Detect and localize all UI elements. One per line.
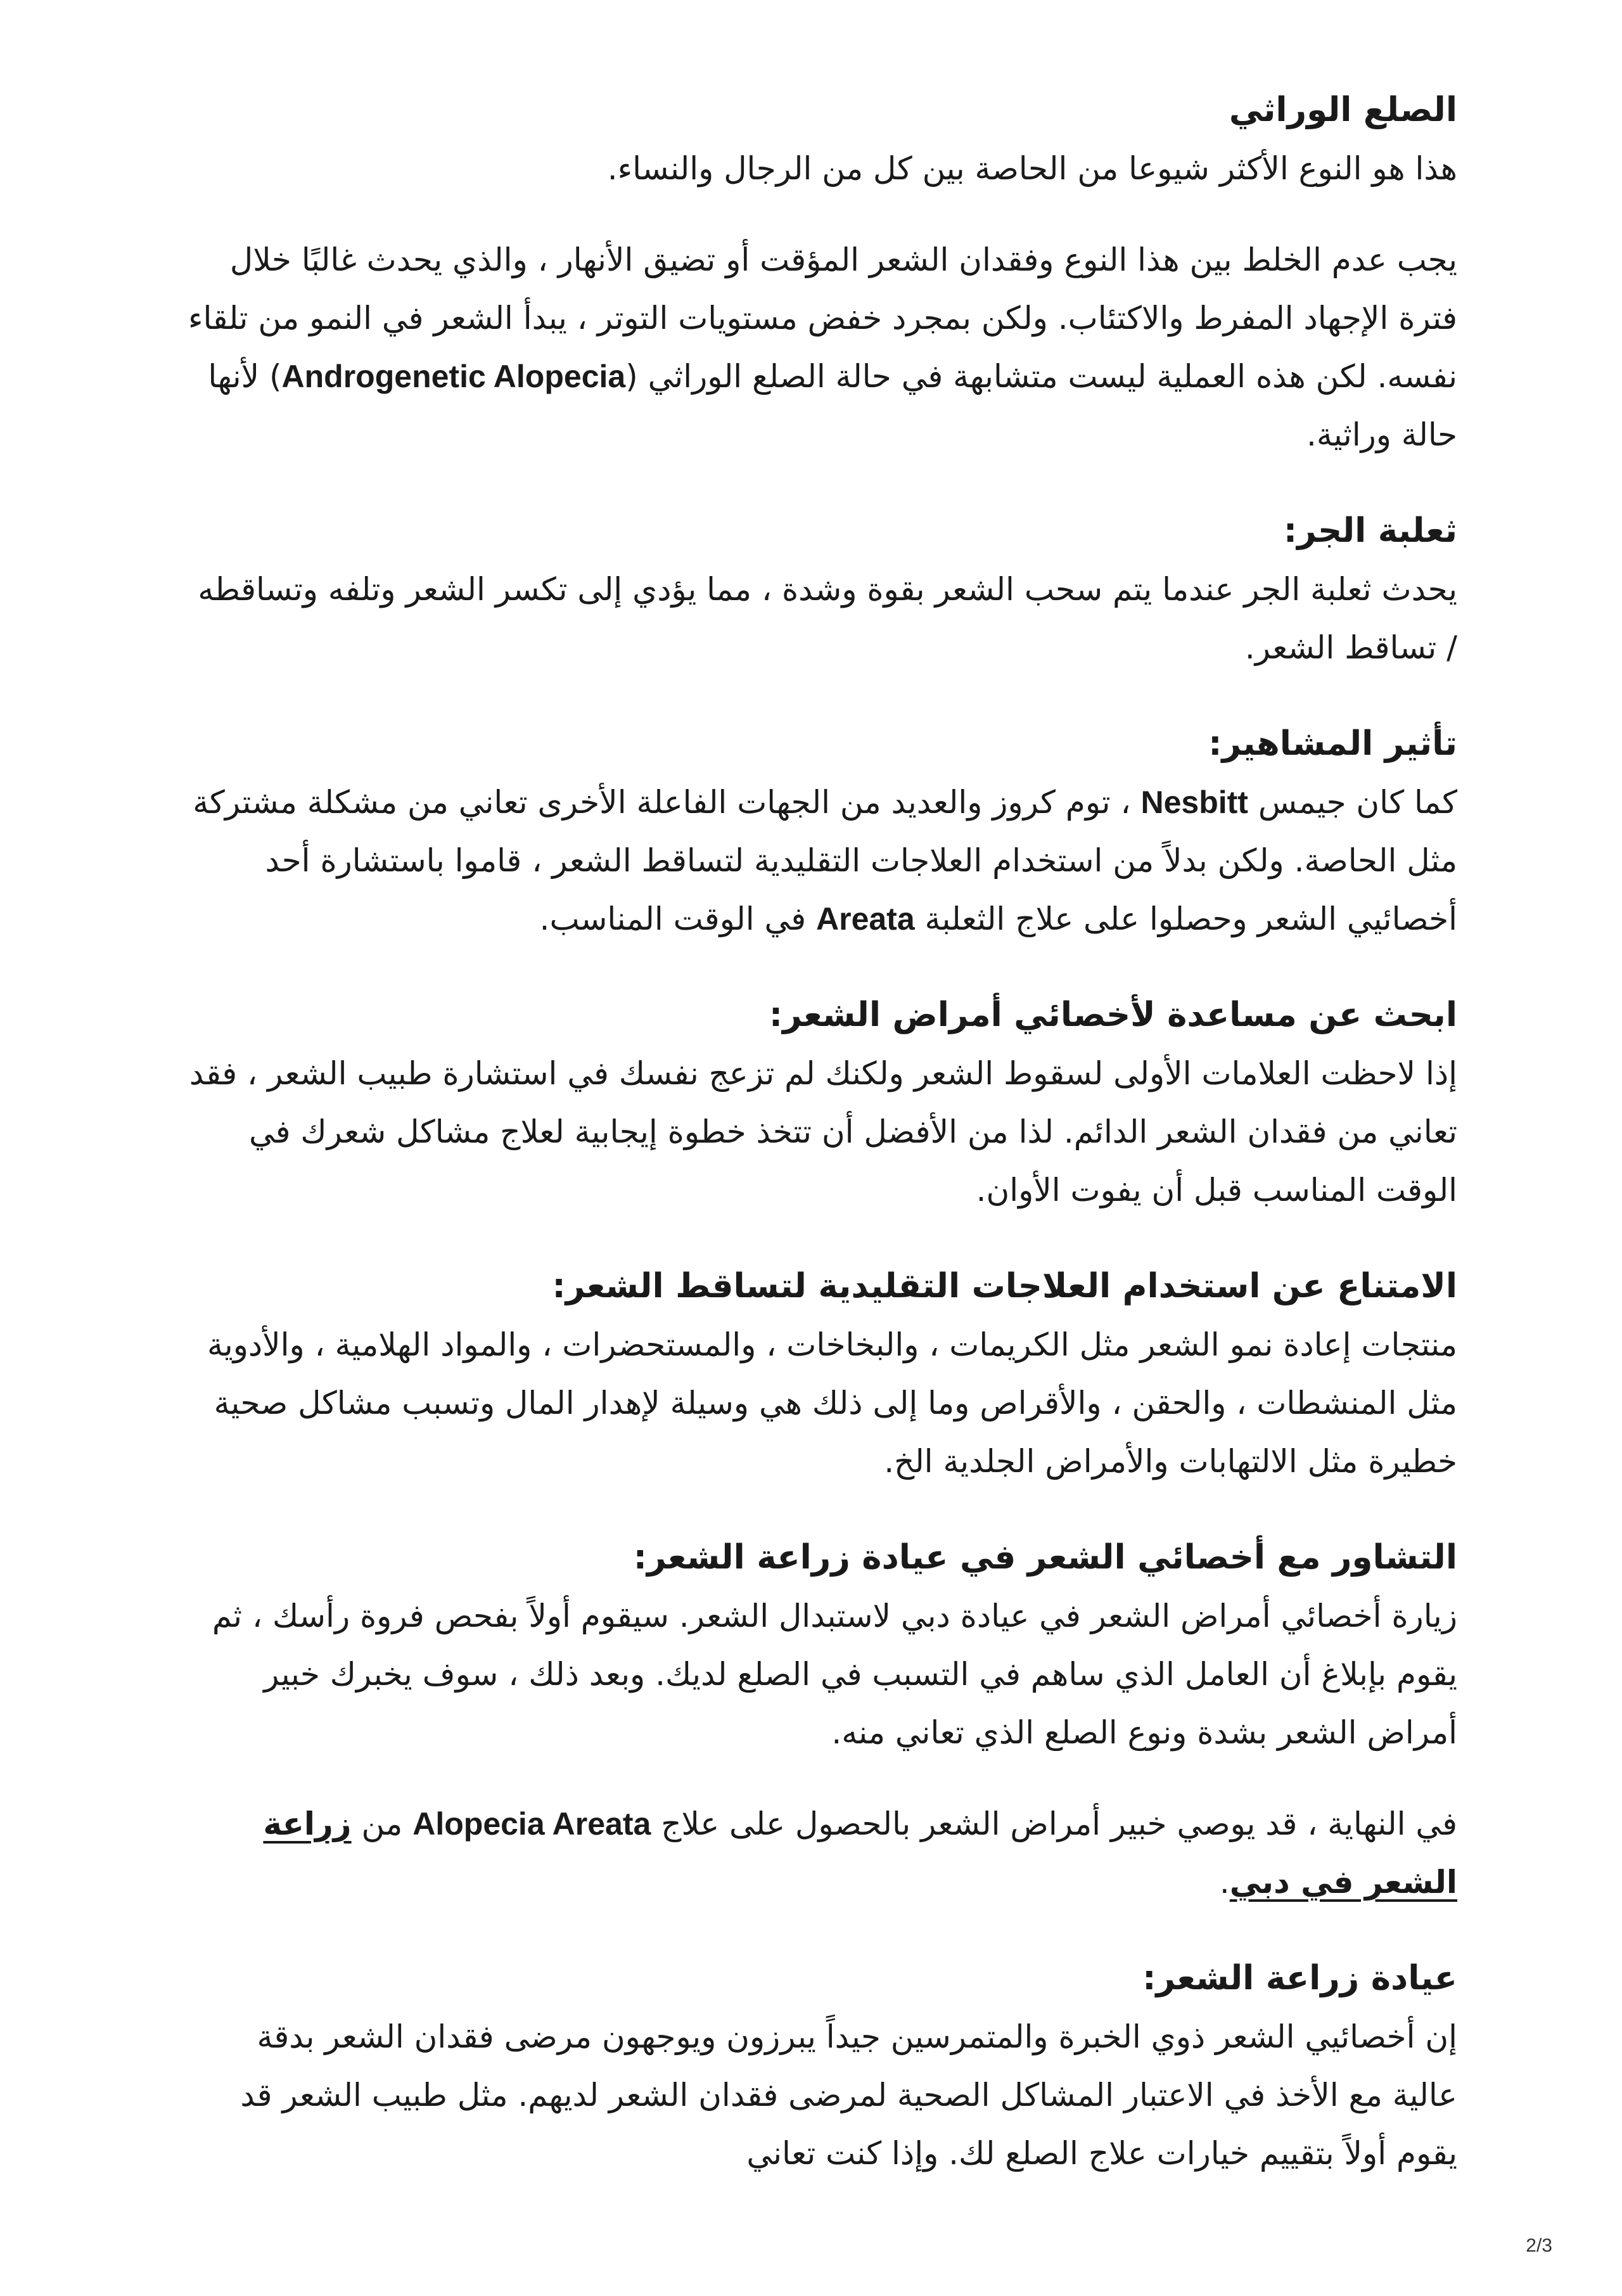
section-hereditary-baldness <box>184 81 1457 198</box>
english-term: Alopecia Areata <box>412 1806 651 1842</box>
section-heading: الصلع الوراثي <box>1229 91 1457 129</box>
section-hereditary-detail <box>184 231 1457 464</box>
paragraph: إذا لاحظت العلامات الأولى لسقوط الشعر ولكنك لم تزعج نفسك في استشارة طبيب الشعر ، فقد تعاني من فقدان الشعر الدائم. لذا من الأفضل أن تتخذ خطوة إيجابية لعلاج مشاكل شعرك في الوقت المناسب قبل أن يفوت الأوان. <box>189 1055 1457 1209</box>
paragraph: زيارة أخصائي أمراض الشعر في عيادة دبي لاستبدال الشعر. سيقوم أولاً بفحص فروة رأسك ، ثم يقوم بإبلاغ أن العامل الذي ساهم في التسبب في الصلع لديك. وبعد ذلك ، سوف يخبرك خبير أمراض الشعر بشدة ونوع الصلع الذي تعاني منه. <box>212 1598 1457 1751</box>
section-heading: عيادة زراعة الشعر: <box>1142 1959 1457 1998</box>
paragraph: إن أخصائيي الشعر ذوي الخبرة والمتمرسين جيداً يبرزون ويوجهون مرضى فقدان الشعر بدقة عالية مع الأخذ في الاعتبار المشاكل الصحية لمرضى فقدان الشعر لديهم. مثل طبيب الشعر قد يقوم أولاً بتقييم خيارات علاج الصلع لك. وإذا كنت تعاني <box>240 2018 1457 2172</box>
paragraph: يحدث ثعلبة الجر عندما يتم سحب الشعر بقوة وشدة ، مما يؤدي إلى تكسر الشعر وتلفه وتساقطه / تساقط الشعر. <box>198 571 1457 666</box>
paragraph <box>184 231 1457 464</box>
paragraph-text: في الوقت المناسب. <box>539 901 816 937</box>
section-celebrities <box>184 715 1457 948</box>
english-term: Androgenetic Alopecia <box>281 359 626 394</box>
paragraph-text: يجب عدم الخلط بين هذا النوع وفقدان الشعر المؤقت أو تضيق الأنهار ، والذي يحدث غالبًا خلال فترة الإجهاد المفرط والاكتئاب. ولكن بمجرد خفض مستويات التوتر ، يبدأ الشعر في النمو من تلقاء نفسه. لكن هذه العملية ليست متشابهة في حالة الصلع الوراثي ( <box>188 241 1457 395</box>
paragraph-text: في النهاية ، قد يوصي خبير أمراض الشعر بالحصول على علاج <box>651 1805 1457 1842</box>
paragraph: منتجات إعادة نمو الشعر مثل الكريمات ، والبخاخات ، والمستحضرات ، والمواد الهلامية ، والأدوية مثل المنشطات ، والحقن ، والأقراص وما إلى ذلك هي وسيلة لإهدار المال وتسبب مشاكل صحية خطيرة مثل الالتهابات والأمراض الجلدية الخ. <box>207 1326 1457 1480</box>
paragraph-text: . <box>1219 1864 1230 1901</box>
paragraph-text: كما كان جيمس <box>1248 784 1457 821</box>
section-seek-help <box>184 986 1457 1219</box>
hair-transplant-dubai-link[interactable]: زراعة الشعر في دبي <box>263 1805 1457 1901</box>
document-body <box>184 81 1457 2221</box>
paragraph <box>184 1795 1457 1911</box>
english-term: Areata <box>816 901 915 937</box>
section-heading: ثعلبة الجر: <box>1283 511 1457 550</box>
section-consult <box>184 1529 1457 1762</box>
paragraph <box>184 773 1457 948</box>
section-heading: الامتناع عن استخدام العلاجات التقليدية لتساقط الشعر: <box>552 1267 1457 1305</box>
section-heading: ابحث عن مساعدة لأخصائي أمراض الشعر: <box>769 996 1457 1034</box>
paragraph: هذا هو النوع الأكثر شيوعا من الحاصة بين كل من الرجال والنساء. <box>607 150 1457 187</box>
section-heading: التشاور مع أخصائي الشعر في عيادة زراعة الشعر: <box>633 1538 1457 1577</box>
paragraph-text: ، توم كروز والعديد من الجهات الفاعلة الأخرى تعاني من مشكلة مشتركة مثل الحاصة. ولكن بدلاً من استخدام العلاجات التقليدية لتساقط الشعر ، قاموا باستشارة أحد أخصائيي الشعر وحصلوا على علاج الثعلبة <box>193 784 1457 937</box>
page-number: 2/3 <box>1526 2235 1552 2256</box>
paragraph-text: من <box>351 1805 413 1842</box>
section-avoid-traditional <box>184 1257 1457 1491</box>
section-clinic <box>184 1949 1457 2183</box>
section-heading: تأثير المشاهير: <box>1208 724 1457 763</box>
paragraph-text: ) لأنها حالة وراثية. <box>208 358 1457 453</box>
english-term: Nesbitt <box>1140 785 1248 820</box>
section-traction-alopecia <box>184 502 1457 677</box>
section-final-recommendation <box>184 1795 1457 1911</box>
